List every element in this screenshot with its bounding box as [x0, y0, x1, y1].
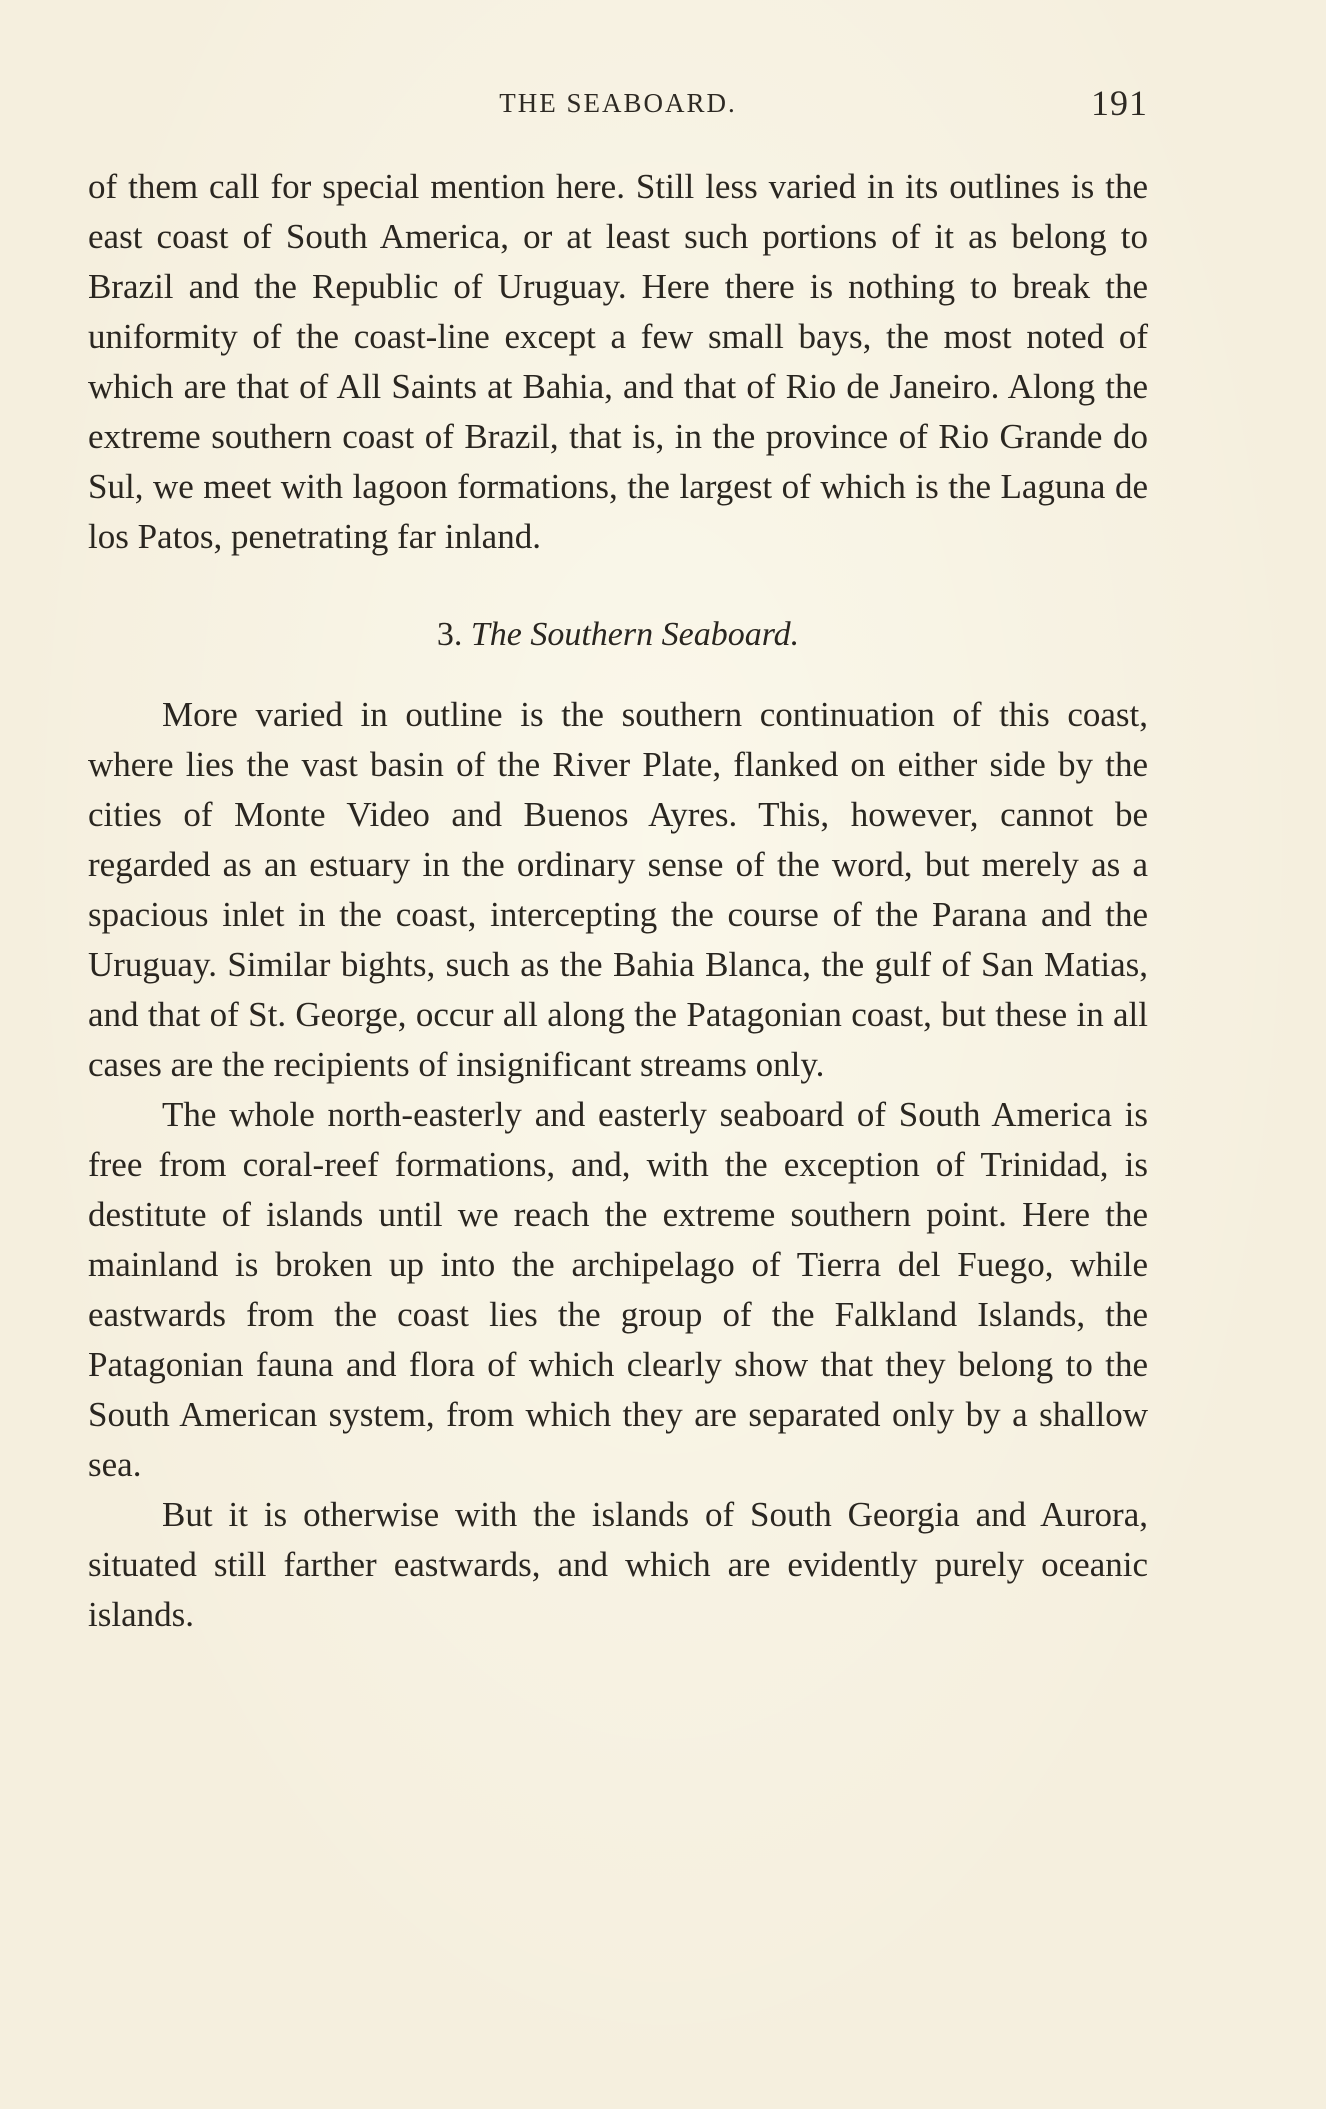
page-header: [88, 82, 1148, 132]
running-head: THE SEABOARD.: [499, 88, 737, 118]
paragraph: But it is otherwise with the islands of South Georgia and Aurora, situated still farther eastwards, and which are evidently purely oceanic islands.: [88, 1495, 1148, 1634]
page-number: 191: [1091, 83, 1148, 123]
section-heading: [88, 610, 1148, 660]
paragraph: More varied in outline is the southern continuation of this coast, where lies the vast basin of the River Plate, flanked on either side by the cities of Monte Video and Buenos Ayres. This, however, cannot be regarded as an estuary in the ordinary sense of the word, but merely as a spacious inlet in the coast, intercepting the course of the Parana and the Uruguay. Similar bights, such as the Bahia Blanca, the gulf of San Matias, and that of St. George, occur all along the Patagonian coast, but these in all cases are the recipients of insignificant streams only.: [88, 695, 1148, 1084]
paragraph-continued: of them call for special mention here. Still less varied in its outlines is the east coast of South America, or at least such portions of it as belong to Brazil and the Republic of Uruguay. Here there is nothing to break the uniformity of the coast-line except a few small bays, the most noted of which are that of All Saints at Bahia, and that of Rio de Janeiro. Along the extreme southern coast of Brazil, that is, in the province of Rio Grande do Sul, we meet with lagoon formations, the largest of which is the Laguna de los Patos, penetrating far inland.: [88, 167, 1148, 556]
paragraph: The whole north-easterly and easterly seaboard of South America is free from coral-reef formations, and, with the exception of Trinidad, is destitute of islands until we reach the extreme southern point. Here the mainland is broken up into the archipelago of Tierra del Fuego, while eastwards from the coast lies the group of the Falkland Islands, the Patagonian fauna and flora of which clearly show that they belong to the South American system, from which they are separated only by a shallow sea.: [88, 1095, 1148, 1484]
section-number: 3.: [436, 616, 463, 653]
body-text: [88, 162, 1148, 1640]
section-title: The Southern Seaboard.: [470, 616, 800, 653]
